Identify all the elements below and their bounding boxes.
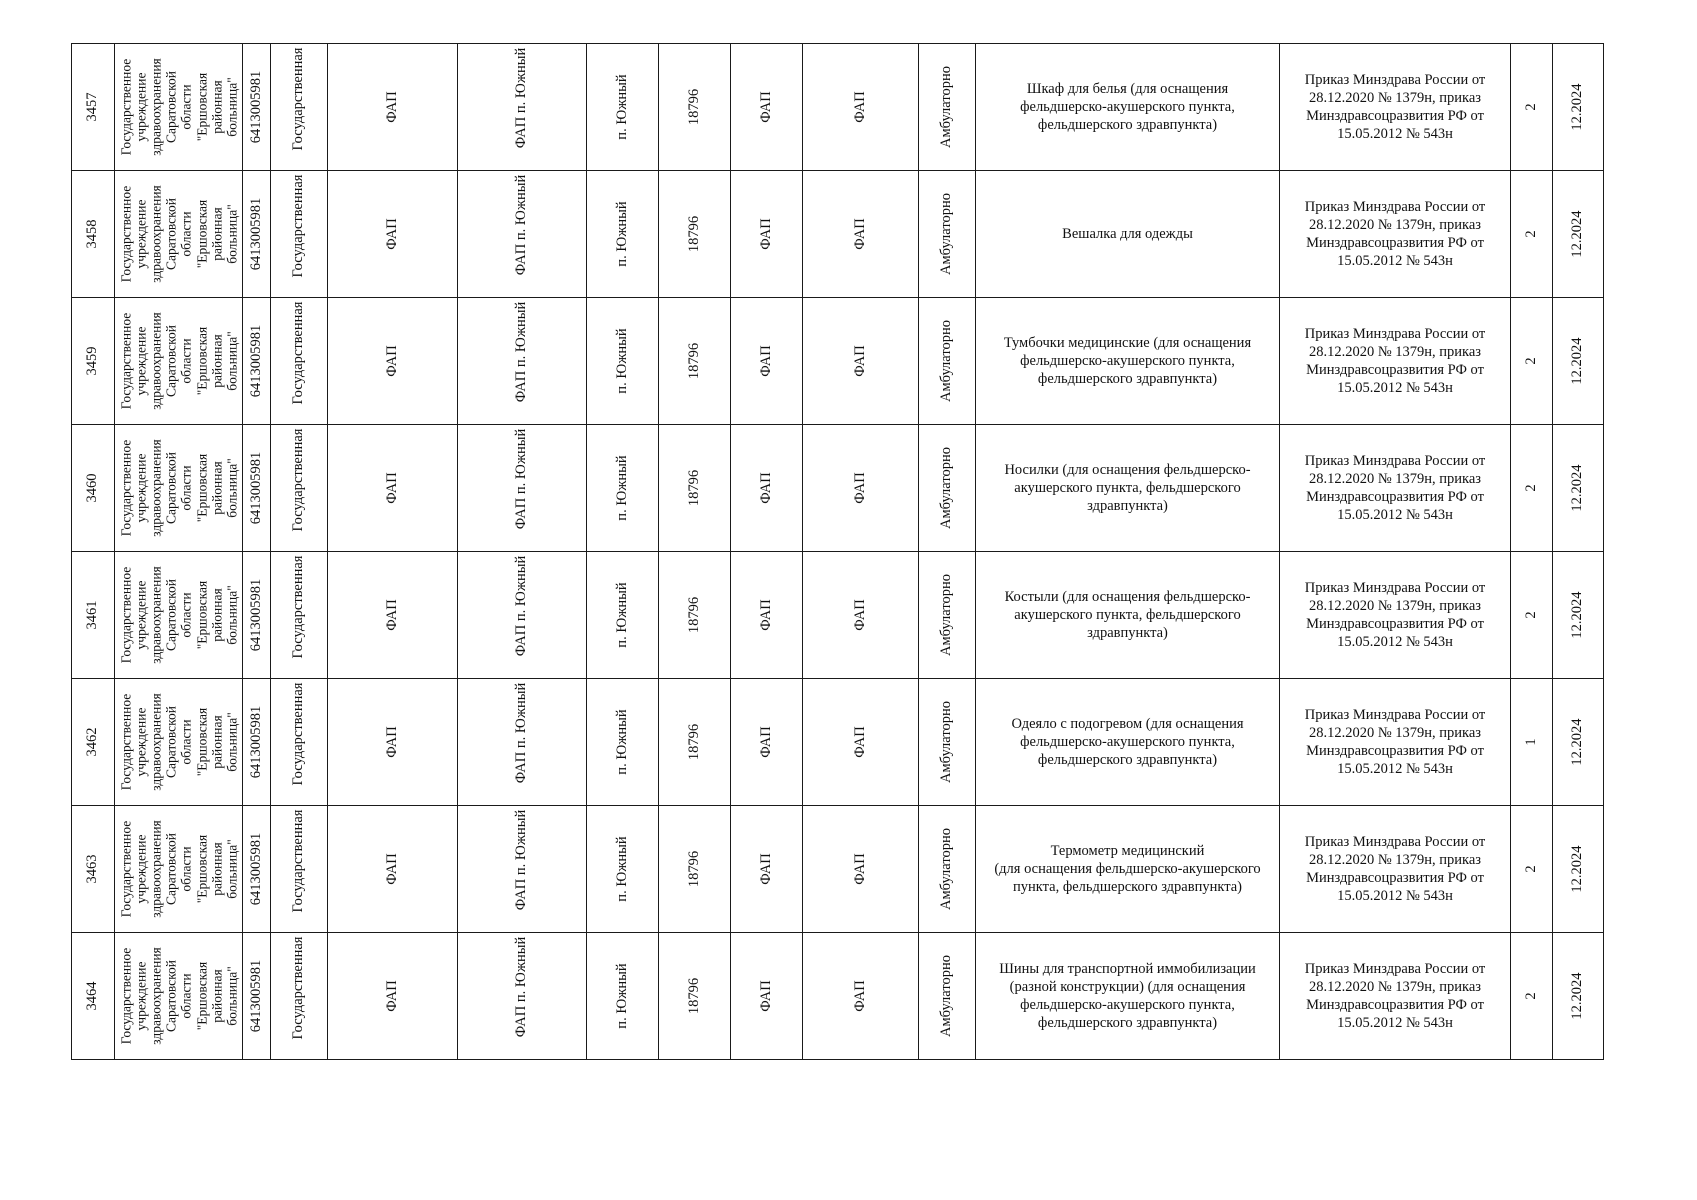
quantity-cell-text: 2 (1522, 611, 1539, 619)
quantity-cell (1511, 679, 1553, 806)
row-number-text: 3460 (84, 473, 101, 503)
equipment-name-text: Шины для транспортной иммобилизации (разной конструкции) (для оснащения фельдшерско-акушерского пункта, фельдшерского здравпункта) (999, 960, 1256, 1032)
legal-basis-text: Приказ Минздрава России от 28.12.2020 № 1379н, приказ Минздравсоцразвития РФ от 15.05.2012 № 543н (1304, 452, 1486, 524)
row-number-text: 3457 (84, 92, 101, 122)
code-cell (659, 171, 731, 298)
facility-type (328, 806, 458, 933)
organization-name-text: Государственное учреждение здравоохранения Саратовской области "Ершовская районная больница" (118, 439, 239, 537)
subdivision-cell-text: ФАП (851, 91, 868, 123)
inn-cell-text: 6413005981 (247, 578, 264, 652)
inn-cell-text: 6413005981 (247, 451, 264, 525)
equipment-name-text: Тумбочки медицинские (для оснащения фельдшерско-акушерского пункта, фельдшерского здравпункта) (1003, 334, 1252, 388)
unit-name-text: ФАП п. Южный (513, 47, 530, 149)
date-cell (1553, 171, 1604, 298)
department-cell (731, 933, 803, 1060)
equipment-name (976, 171, 1280, 298)
equipment-name (976, 679, 1280, 806)
facility-type (328, 933, 458, 1060)
row-number (72, 298, 115, 425)
unit-name-text: ФАП п. Южный (513, 936, 530, 1038)
subdivision-cell (803, 425, 919, 552)
care-conditions-text: Амбулаторно (938, 319, 955, 403)
equipment-name-text: Одеяло с подогревом (для оснащения фельдшерско-акушерского пункта, фельдшерского здравпункта) (1011, 715, 1244, 769)
legal-basis (1280, 552, 1511, 679)
table-row (72, 806, 1604, 933)
code-cell (659, 44, 731, 171)
equipment-name-text: Вешалка для одежды (1062, 225, 1193, 242)
facility-type (328, 298, 458, 425)
ownership-type-text: Государственная (290, 48, 307, 151)
ownership-type-text: Государственная (290, 302, 307, 405)
unit-name-text: ФАП п. Южный (513, 301, 530, 403)
organization-name (115, 44, 243, 171)
organization-name-text: Государственное учреждение здравоохранения Саратовской области "Ершовская районная больница" (118, 566, 239, 664)
unit-name-text: ФАП п. Южный (513, 682, 530, 784)
quantity-cell (1511, 171, 1553, 298)
row-number (72, 171, 115, 298)
inn-cell-text: 6413005981 (247, 705, 264, 779)
quantity-cell-text: 2 (1522, 865, 1539, 873)
row-number (72, 425, 115, 552)
ownership-type (271, 425, 328, 552)
code-cell-text: 18796 (685, 977, 702, 1015)
facility-type (328, 171, 458, 298)
facility-type-text: ФАП (383, 599, 400, 631)
unit-name (458, 552, 587, 679)
table-row (72, 425, 1604, 552)
subdivision-cell-text: ФАП (851, 218, 868, 250)
inn-cell (243, 44, 271, 171)
table-row (72, 933, 1604, 1060)
organization-name (115, 171, 243, 298)
equipment-name (976, 298, 1280, 425)
department-cell (731, 425, 803, 552)
facility-type (328, 552, 458, 679)
facility-type-text: ФАП (383, 853, 400, 885)
inn-cell-text: 6413005981 (247, 324, 264, 398)
locality-cell-text: п. Южный (613, 709, 630, 775)
quantity-cell-text: 2 (1522, 230, 1539, 238)
legal-basis-text: Приказ Минздрава России от 28.12.2020 № 1379н, приказ Минздравсоцразвития РФ от 15.05.2012 № 543н (1304, 833, 1486, 905)
locality-cell (587, 298, 659, 425)
table-row (72, 679, 1604, 806)
legal-basis-text: Приказ Минздрава России от 28.12.2020 № 1379н, приказ Минздравсоцразвития РФ от 15.05.2012 № 543н (1304, 706, 1486, 778)
date-cell (1553, 806, 1604, 933)
care-conditions (919, 552, 976, 679)
row-number-text: 3462 (84, 727, 101, 757)
organization-name-text: Государственное учреждение здравоохранения Саратовской области "Ершовская районная больница" (118, 820, 239, 918)
locality-cell-text: п. Южный (613, 836, 630, 902)
subdivision-cell-text: ФАП (851, 472, 868, 504)
equipment-name (976, 806, 1280, 933)
locality-cell-text: п. Южный (613, 582, 630, 648)
locality-cell (587, 552, 659, 679)
ownership-type-text: Государственная (290, 556, 307, 659)
row-number-text: 3459 (84, 346, 101, 376)
subdivision-cell-text: ФАП (851, 726, 868, 758)
department-cell-text: ФАП (757, 91, 774, 123)
quantity-cell-text: 2 (1522, 103, 1539, 111)
legal-basis (1280, 171, 1511, 298)
subdivision-cell (803, 44, 919, 171)
care-conditions-text: Амбулаторно (938, 700, 955, 784)
ownership-type-text: Государственная (290, 937, 307, 1040)
organization-name-text: Государственное учреждение здравоохранения Саратовской области "Ершовская районная больница" (118, 693, 239, 791)
quantity-cell-text: 2 (1522, 992, 1539, 1000)
legal-basis-text: Приказ Минздрава России от 28.12.2020 № 1379н, приказ Минздравсоцразвития РФ от 15.05.2012 № 543н (1304, 579, 1486, 651)
facility-type (328, 679, 458, 806)
quantity-cell (1511, 425, 1553, 552)
legal-basis (1280, 679, 1511, 806)
department-cell (731, 171, 803, 298)
subdivision-cell-text: ФАП (851, 345, 868, 377)
department-cell (731, 44, 803, 171)
organization-name (115, 806, 243, 933)
equipment-name (976, 44, 1280, 171)
quantity-cell (1511, 933, 1553, 1060)
facility-type-text: ФАП (383, 91, 400, 123)
ownership-type-text: Государственная (290, 429, 307, 532)
inn-cell (243, 806, 271, 933)
department-cell-text: ФАП (757, 472, 774, 504)
equipment-name-text: Термометр медицинский (для оснащения фельдшерско-акушерского пункта, фельдшерского здравпункта) (994, 842, 1261, 896)
row-number (72, 44, 115, 171)
row-number-text: 3463 (84, 854, 101, 884)
quantity-cell (1511, 44, 1553, 171)
row-number (72, 679, 115, 806)
equipment-name (976, 933, 1280, 1060)
inn-cell-text: 6413005981 (247, 70, 264, 144)
care-conditions-text: Амбулаторно (938, 65, 955, 149)
code-cell (659, 933, 731, 1060)
organization-name-text: Государственное учреждение здравоохранения Саратовской области "Ершовская районная больница" (118, 58, 239, 156)
date-cell-text: 12.2024 (1569, 337, 1586, 385)
unit-name (458, 171, 587, 298)
date-cell (1553, 679, 1604, 806)
date-cell (1553, 933, 1604, 1060)
equipment-name (976, 552, 1280, 679)
inn-cell (243, 298, 271, 425)
inn-cell-text: 6413005981 (247, 197, 264, 271)
subdivision-cell (803, 171, 919, 298)
locality-cell-text: п. Южный (613, 74, 630, 140)
unit-name (458, 806, 587, 933)
unit-name-text: ФАП п. Южный (513, 174, 530, 276)
care-conditions-text: Амбулаторно (938, 954, 955, 1038)
department-cell (731, 679, 803, 806)
code-cell (659, 298, 731, 425)
code-cell-text: 18796 (685, 215, 702, 253)
date-cell (1553, 298, 1604, 425)
row-number (72, 933, 115, 1060)
legal-basis-text: Приказ Минздрава России от 28.12.2020 № 1379н, приказ Минздравсоцразвития РФ от 15.05.2012 № 543н (1304, 71, 1486, 143)
ownership-type-text: Государственная (290, 175, 307, 278)
locality-cell (587, 679, 659, 806)
code-cell-text: 18796 (685, 469, 702, 507)
care-conditions-text: Амбулаторно (938, 192, 955, 276)
code-cell (659, 552, 731, 679)
legal-basis-text: Приказ Минздрава России от 28.12.2020 № 1379н, приказ Минздравсоцразвития РФ от 15.05.2012 № 543н (1304, 960, 1486, 1032)
ownership-type (271, 552, 328, 679)
inn-cell (243, 425, 271, 552)
code-cell-text: 18796 (685, 596, 702, 634)
facility-type-text: ФАП (383, 345, 400, 377)
legal-basis (1280, 298, 1511, 425)
unit-name-text: ФАП п. Южный (513, 555, 530, 657)
code-cell-text: 18796 (685, 723, 702, 761)
care-conditions (919, 933, 976, 1060)
unit-name (458, 298, 587, 425)
date-cell (1553, 44, 1604, 171)
legal-basis (1280, 806, 1511, 933)
care-conditions (919, 44, 976, 171)
row-number-text: 3458 (84, 219, 101, 249)
date-cell-text: 12.2024 (1569, 591, 1586, 639)
locality-cell (587, 171, 659, 298)
date-cell-text: 12.2024 (1569, 210, 1586, 258)
department-cell (731, 298, 803, 425)
locality-cell (587, 425, 659, 552)
unit-name (458, 679, 587, 806)
table-row (72, 298, 1604, 425)
date-cell (1553, 552, 1604, 679)
inn-cell-text: 6413005981 (247, 959, 264, 1033)
locality-cell-text: п. Южный (613, 328, 630, 394)
code-cell (659, 425, 731, 552)
code-cell-text: 18796 (685, 88, 702, 126)
row-number-text: 3464 (84, 981, 101, 1011)
care-conditions (919, 806, 976, 933)
ownership-type (271, 933, 328, 1060)
code-cell-text: 18796 (685, 342, 702, 380)
date-cell (1553, 425, 1604, 552)
department-cell (731, 806, 803, 933)
ownership-type (271, 44, 328, 171)
date-cell-text: 12.2024 (1569, 845, 1586, 893)
subdivision-cell-text: ФАП (851, 853, 868, 885)
quantity-cell (1511, 806, 1553, 933)
legal-basis (1280, 933, 1511, 1060)
facility-type-text: ФАП (383, 980, 400, 1012)
organization-name (115, 933, 243, 1060)
ownership-type (271, 171, 328, 298)
locality-cell-text: п. Южный (613, 963, 630, 1029)
subdivision-cell-text: ФАП (851, 980, 868, 1012)
care-conditions (919, 679, 976, 806)
table-row (72, 44, 1604, 171)
care-conditions (919, 298, 976, 425)
department-cell-text: ФАП (757, 726, 774, 758)
ownership-type-text: Государственная (290, 683, 307, 786)
equipment-name-text: Носилки (для оснащения фельдшерско-акушерского пункта, фельдшерского здравпункта) (1004, 461, 1251, 515)
care-conditions (919, 171, 976, 298)
ownership-type (271, 806, 328, 933)
locality-cell (587, 933, 659, 1060)
facility-type-text: ФАП (383, 726, 400, 758)
inn-cell (243, 171, 271, 298)
locality-cell (587, 806, 659, 933)
care-conditions-text: Амбулаторно (938, 446, 955, 530)
code-cell (659, 806, 731, 933)
subdivision-cell (803, 298, 919, 425)
department-cell-text: ФАП (757, 218, 774, 250)
row-number (72, 806, 115, 933)
organization-name (115, 552, 243, 679)
unit-name (458, 425, 587, 552)
facility-type-text: ФАП (383, 472, 400, 504)
row-number-text: 3461 (84, 600, 101, 630)
department-cell-text: ФАП (757, 853, 774, 885)
department-cell-text: ФАП (757, 345, 774, 377)
equipment-name-text: Костыли (для оснащения фельдшерско-акушерского пункта, фельдшерского здравпункта) (1004, 588, 1251, 642)
subdivision-cell (803, 552, 919, 679)
facility-type (328, 44, 458, 171)
care-conditions-text: Амбулаторно (938, 827, 955, 911)
facility-type-text: ФАП (383, 218, 400, 250)
organization-name (115, 425, 243, 552)
row-number (72, 552, 115, 679)
locality-cell-text: п. Южный (613, 455, 630, 521)
organization-name (115, 679, 243, 806)
department-cell-text: ФАП (757, 980, 774, 1012)
legal-basis-text: Приказ Минздрава России от 28.12.2020 № 1379н, приказ Минздравсоцразвития РФ от 15.05.2012 № 543н (1304, 325, 1486, 397)
inn-cell (243, 933, 271, 1060)
equipment-name (976, 425, 1280, 552)
date-cell-text: 12.2024 (1569, 464, 1586, 512)
quantity-cell (1511, 552, 1553, 679)
legal-basis-text: Приказ Минздрава России от 28.12.2020 № 1379н, приказ Минздравсоцразвития РФ от 15.05.2012 № 543н (1304, 198, 1486, 270)
code-cell (659, 679, 731, 806)
quantity-cell (1511, 298, 1553, 425)
date-cell-text: 12.2024 (1569, 83, 1586, 131)
unit-name-text: ФАП п. Южный (513, 809, 530, 911)
organization-name-text: Государственное учреждение здравоохранения Саратовской области "Ершовская районная больница" (118, 185, 239, 283)
code-cell-text: 18796 (685, 850, 702, 888)
care-conditions (919, 425, 976, 552)
quantity-cell-text: 1 (1522, 738, 1539, 746)
table-body (72, 44, 1604, 1060)
inn-cell (243, 679, 271, 806)
locality-cell-text: п. Южный (613, 201, 630, 267)
legal-basis (1280, 44, 1511, 171)
subdivision-cell (803, 933, 919, 1060)
unit-name-text: ФАП п. Южный (513, 428, 530, 530)
department-cell (731, 552, 803, 679)
care-conditions-text: Амбулаторно (938, 573, 955, 657)
quantity-cell-text: 2 (1522, 357, 1539, 365)
ownership-type-text: Государственная (290, 810, 307, 913)
organization-name-text: Государственное учреждение здравоохранения Саратовской области "Ершовская районная больница" (118, 312, 239, 410)
inn-cell (243, 552, 271, 679)
equipment-name-text: Шкаф для белья (для оснащения фельдшерско-акушерского пункта, фельдшерского здравпункта) (1020, 80, 1235, 134)
equipment-table (71, 43, 1604, 1060)
date-cell-text: 12.2024 (1569, 972, 1586, 1020)
ownership-type (271, 298, 328, 425)
date-cell-text: 12.2024 (1569, 718, 1586, 766)
department-cell-text: ФАП (757, 599, 774, 631)
locality-cell (587, 44, 659, 171)
organization-name (115, 298, 243, 425)
facility-type (328, 425, 458, 552)
table-row (72, 171, 1604, 298)
unit-name (458, 44, 587, 171)
organization-name-text: Государственное учреждение здравоохранения Саратовской области "Ершовская районная больница" (118, 947, 239, 1045)
ownership-type (271, 679, 328, 806)
subdivision-cell (803, 806, 919, 933)
subdivision-cell-text: ФАП (851, 599, 868, 631)
inn-cell-text: 6413005981 (247, 832, 264, 906)
quantity-cell-text: 2 (1522, 484, 1539, 492)
legal-basis (1280, 425, 1511, 552)
unit-name (458, 933, 587, 1060)
subdivision-cell (803, 679, 919, 806)
table-row (72, 552, 1604, 679)
